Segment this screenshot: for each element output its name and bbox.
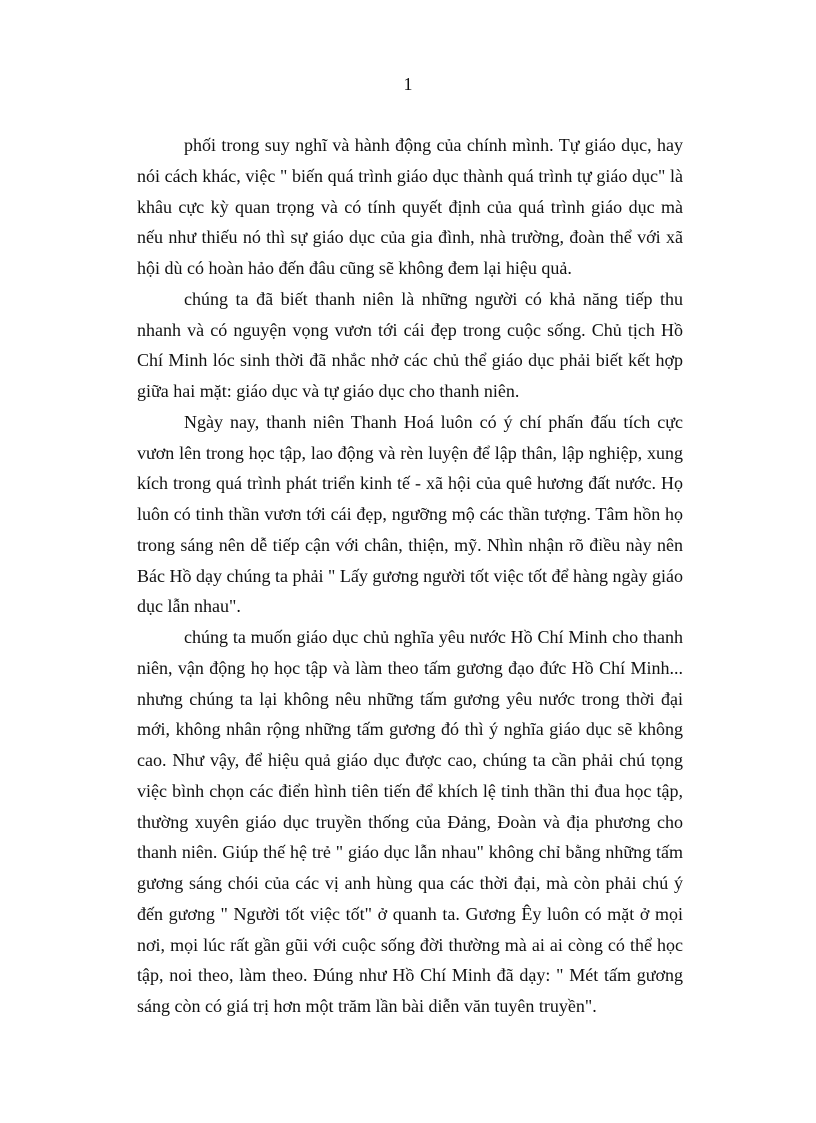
paragraph-role-models: chúng ta muốn giáo dục chủ nghĩa yêu nước Hồ Chí Minh cho thanh niên, vận động họ học tập và làm theo tấm gương đạo đức Hồ Chí Minh... nhưng chúng ta lại không nêu những tấm gương yêu nước trong thời đại mới, không nhân rộng những tấm gương đó thì ý nghĩa giáo dục sẽ không cao. Như vậy, để hiệu quả giáo dục được cao, chúng ta cần phải chú tọng việc bình chọn các điển hình tiên tiến để khích lệ tinh thần thi đua học tập, thường xuyên giáo dục truyền thống của Đảng, Đoàn và địa phương cho thanh niên. Giúp thế hệ trẻ " giáo dục lẫn nhau" không chỉ bằng những tấm gương sáng chói của các vị anh hùng qua các thời đại, mà còn phải chú ý đến gương " Người tốt việc tốt" ở quanh ta. Gương Êy luôn có mặt ở mọi nơi, mọi lúc rất gần gũi với cuộc sống đời thường mà ai ai còng có thể học tập, noi theo, làm theo. Đúng như Hồ Chí Minh đã dạy: " Mét tấm gương sáng còn có giá trị hơn một trăm lần bài diễn văn tuyên truyền". (137, 627, 683, 1016)
page-number: 1 (403, 74, 413, 94)
paragraph-thanh-hoa-youth: Ngày nay, thanh niên Thanh Hoá luôn có ý chí phấn đấu tích cực vươn lên trong học tập, lao động và rèn luyện để lập thân, lập nghiệp, xung kích trong quá trình phát triển kinh tế - xã hội của quê hương đất nước. Họ luôn có tinh thần vươn tới cái đẹp, ngưỡng mộ các thần tượng. Tâm hồn họ trong sáng nên dễ tiếp cận với chân, thiện, mỹ. Nhìn nhận rõ điều này nên Bác Hồ dạy chúng ta phải " Lấy gương người tốt việc tốt để hàng ngày giáo dục lẫn nhau". (137, 411, 683, 617)
paragraph-youth-capacity: chúng ta đã biết thanh niên là những người có khả năng tiếp thu nhanh và có nguyện vọng vươn tới cái đẹp trong cuộc sống. Chủ tịch Hồ Chí Minh lóc sinh thời đã nhắc nhở các chủ thể giáo dục phải biết kết hợp giữa hai mặt: giáo dục và tự giáo dục cho thanh niên. (137, 288, 683, 401)
document-body (137, 130, 683, 1022)
paragraph-self-education: phối trong suy nghĩ và hành động của chính mình. Tự giáo dục, hay nói cách khác, việc " biến quá trình giáo dục thành quá trình tự giáo dục" là khâu cực kỳ quan trọng và có tính quyết định của quá trình giáo dục mà nếu như thiếu nó thì sự giáo dục của gia đình, nhà trường, đoàn thể với xã hội dù có hoàn hảo đến đâu cũng sẽ không đem lại hiệu quả. (137, 135, 683, 278)
